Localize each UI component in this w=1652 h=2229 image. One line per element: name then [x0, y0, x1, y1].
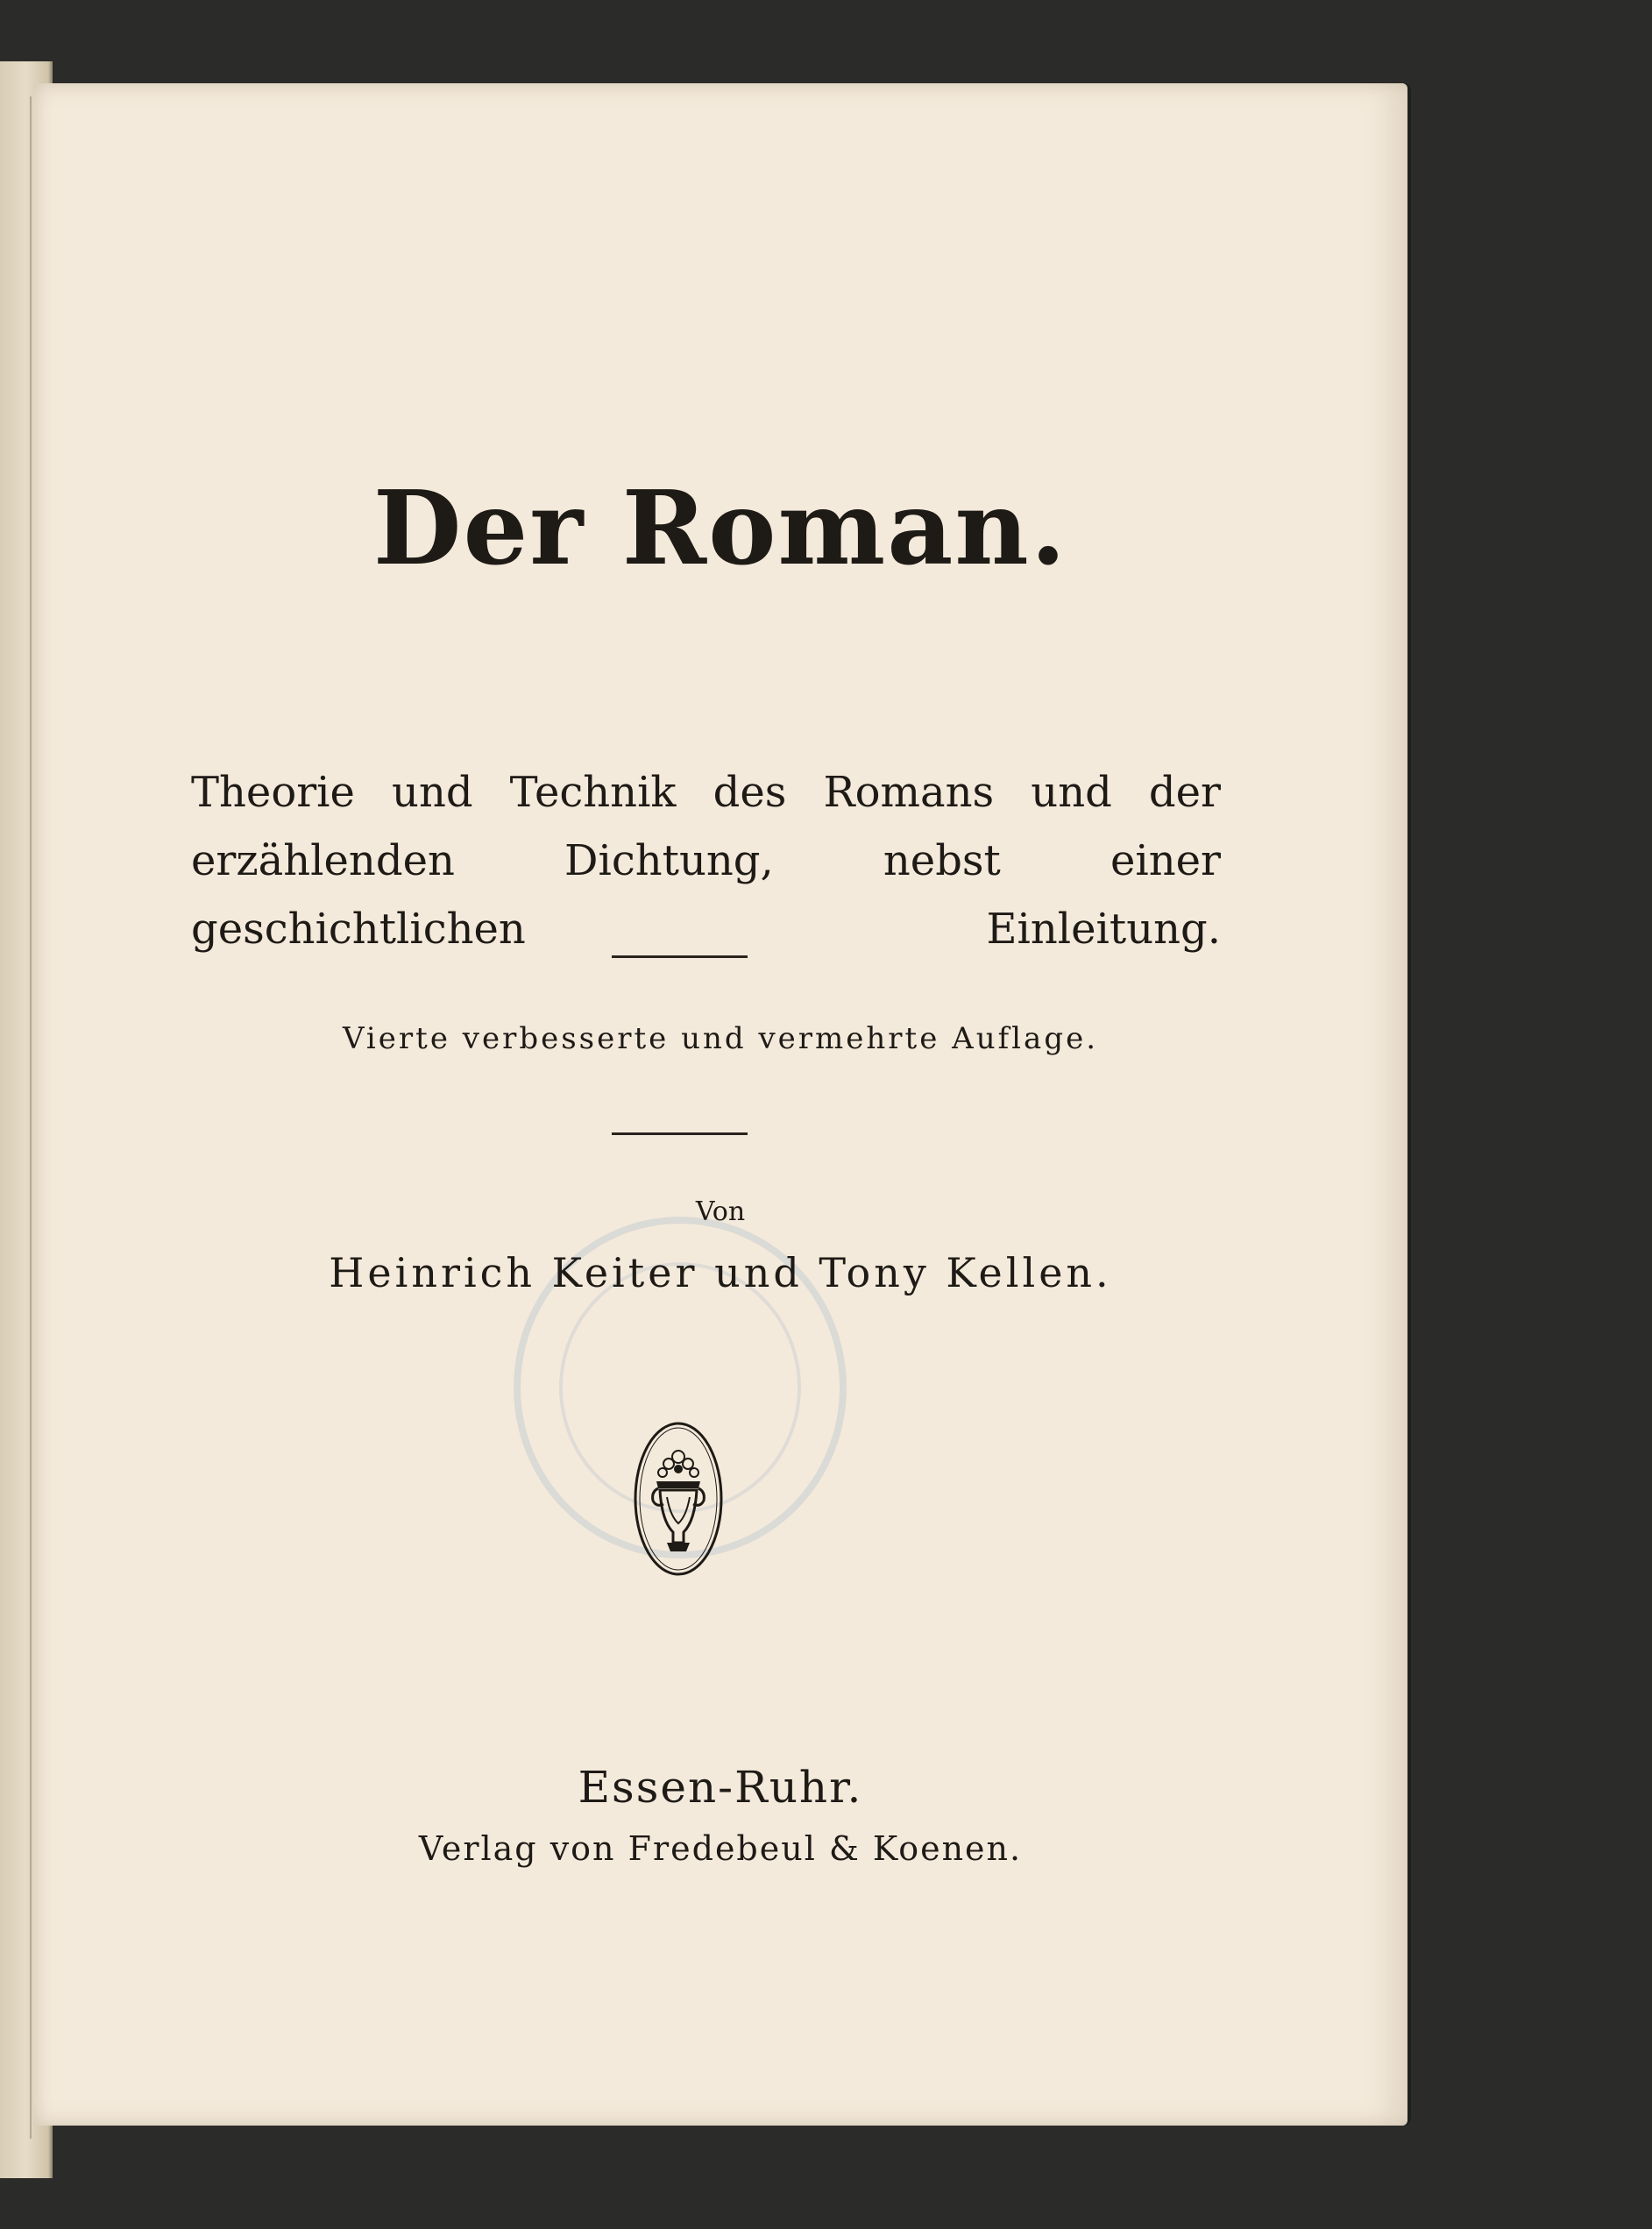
edition-statement: Vierte verbesserte und vermehrte Auflage.	[342, 1021, 1099, 1056]
divider-rule	[612, 1132, 748, 1135]
book-subtitle: Theorie und Technik des Romans und der erzählenden Dichtung, nebst einer geschichtlichen Einleitung.	[191, 768, 1221, 954]
publisher-line: Verlag von Fredebeul & Koenen.	[418, 1829, 1023, 1868]
title-page	[33, 83, 1407, 2126]
urn-vignette-icon	[632, 1420, 725, 1578]
book-title: Der Roman.	[372, 469, 1068, 588]
by-line: Von	[695, 1196, 746, 1227]
divider-rule	[612, 955, 748, 958]
place-of-publication: Essen-Ruhr.	[578, 1762, 863, 1813]
binding-thread	[30, 96, 32, 2139]
author-names: Heinrich Keiter und Tony Kellen.	[329, 1249, 1112, 1296]
